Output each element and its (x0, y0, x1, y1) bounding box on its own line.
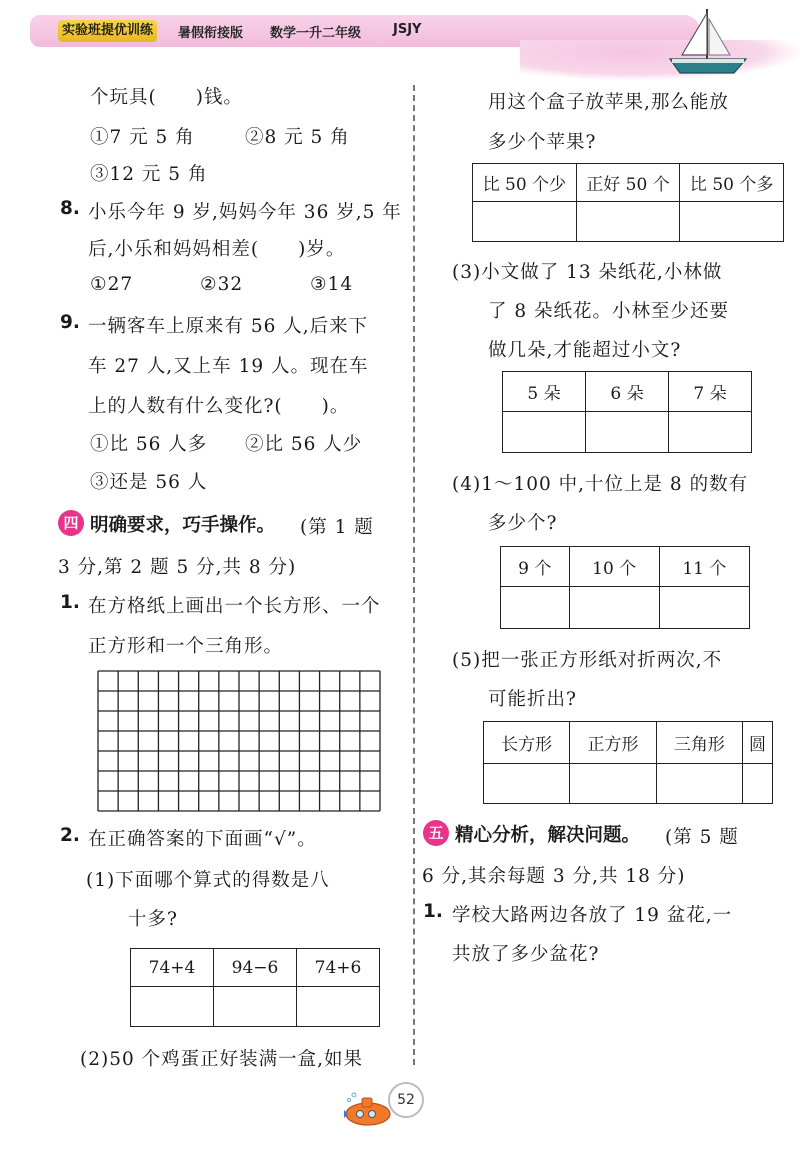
part2-option: 正好 50 个 (576, 164, 680, 202)
part1-answer-table (130, 948, 380, 1027)
part4-answer-cell[interactable] (569, 587, 659, 629)
section-5-badge: 五 (423, 820, 449, 846)
part2-answer-cell[interactable] (576, 202, 680, 242)
part3-option: 6 朵 (586, 372, 669, 412)
page-header (0, 0, 800, 75)
q7-option-3[interactable]: ③12 元 5 角 (90, 164, 208, 185)
part3-answer-table (502, 371, 752, 453)
part5-line-2: 可能折出? (488, 689, 577, 710)
part2-answer-cell[interactable] (473, 202, 577, 242)
subject-label: 数学一升二年级 (270, 26, 362, 41)
part5-option: 三角形 (656, 722, 742, 764)
part5-answer-table (483, 721, 773, 804)
part3-line-1: (3)小文做了 13 朵纸花,小林做 (452, 262, 723, 283)
q9-option-1[interactable]: ①比 56 人多 (90, 434, 208, 455)
q8-option-1[interactable]: ①27 (90, 274, 134, 295)
section-4-note-2: 3 分,第 2 题 5 分,共 8 分) (58, 557, 297, 578)
part2-option: 比 50 个少 (473, 164, 577, 202)
drawing-grid[interactable] (97, 670, 381, 812)
part5-option: 正方形 (570, 722, 656, 764)
s5q1-line-2: 共放了多少盆花? (452, 944, 600, 965)
part4-line-2: 多少个? (488, 513, 558, 534)
q8-number: 8. (60, 198, 80, 219)
part3-option: 7 朵 (669, 372, 752, 412)
part4-option: 11 个 (659, 547, 749, 587)
part4-answer-table (500, 546, 750, 629)
edition-code: JSJY (393, 22, 422, 37)
part3-line-3: 做几朵,才能超过小文? (488, 340, 682, 361)
section-5-note-1: (第 5 题 (665, 827, 739, 848)
column-divider (413, 85, 415, 1065)
edition-label: 暑假衔接版 (178, 26, 244, 41)
part2-answer-table (472, 163, 784, 242)
section-5-title: 精心分析，解决问题。 (455, 825, 641, 846)
part3-answer-cell[interactable] (669, 412, 752, 453)
q9-line-1: 一辆客车上原来有 56 人,后来下 (88, 316, 369, 337)
part4-line-1: (4)1～100 中,十位上是 8 的数有 (452, 474, 749, 495)
part5-answer-cell[interactable] (570, 764, 656, 804)
q9-line-2: 车 27 人,又上车 19 人。现在车 (88, 356, 369, 377)
s5q1-number: 1. (423, 901, 443, 922)
section-4-note-1: (第 1 题 (300, 517, 374, 538)
part1-option: 94−6 (214, 949, 297, 987)
part5-option: 长方形 (484, 722, 570, 764)
part3-line-2: 了 8 朵纸花。小林至少还要 (488, 301, 730, 322)
part5-option: 圆 (743, 722, 773, 764)
part1-option: 74+4 (131, 949, 214, 987)
q9-line-3: 上的人数有什么变化?( )。 (88, 396, 350, 417)
sailboat-icon (660, 5, 750, 77)
part4-option: 9 个 (501, 547, 570, 587)
part1-answer-cell[interactable] (297, 987, 380, 1027)
part3-answer-cell[interactable] (503, 412, 586, 453)
part4-answer-cell[interactable] (501, 587, 570, 629)
q8-option-3[interactable]: ③14 (310, 274, 354, 295)
q9-option-3[interactable]: ③还是 56 人 (90, 472, 208, 493)
q7-option-1[interactable]: ①7 元 5 角 (90, 127, 195, 148)
section-5-note-2: 6 分,其余每题 3 分,共 18 分) (422, 866, 686, 887)
q9-number: 9. (60, 312, 80, 333)
q8-option-2[interactable]: ②32 (200, 274, 244, 295)
section-4-badge: 四 (58, 510, 84, 536)
s5q1-line-1: 学校大路两边各放了 19 盆花,一 (452, 905, 733, 926)
part2-line-2: 多少个苹果? (488, 132, 597, 153)
part4-answer-cell[interactable] (659, 587, 749, 629)
q9-option-2[interactable]: ②比 56 人少 (245, 434, 363, 455)
part5-answer-cell[interactable] (656, 764, 742, 804)
part2-line-1: 用这个盒子放苹果,那么能放 (488, 92, 729, 113)
series-brand: 实验班提优训练 (58, 20, 157, 42)
part5-answer-cell[interactable] (743, 764, 773, 804)
q7-line: 个玩具( )钱。 (90, 87, 243, 108)
part4-option: 10 个 (569, 547, 659, 587)
part2-answer-cell[interactable] (680, 202, 784, 242)
part1-answer-cell[interactable] (131, 987, 214, 1027)
s4q2-line: 在正确答案的下面画“√”。 (88, 829, 317, 850)
q8-line-1: 小乐今年 9 岁,妈妈今年 36 岁,5 年 (88, 202, 402, 223)
s4q1-line-1: 在方格纸上画出一个长方形、一个 (88, 596, 381, 617)
part5-answer-cell[interactable] (484, 764, 570, 804)
q8-line-2: 后,小乐和妈妈相差( )岁。 (88, 239, 346, 260)
q7-option-2[interactable]: ②8 元 5 角 (245, 127, 350, 148)
part3-answer-cell[interactable] (586, 412, 669, 453)
page-number: 52 (388, 1082, 424, 1118)
s4q2-part2-line: (2)50 个鸡蛋正好装满一盒,如果 (80, 1049, 364, 1070)
s4q1-line-2: 正方形和一个三角形。 (88, 636, 284, 657)
part5-line-1: (5)把一张正方形纸对折两次,不 (452, 650, 723, 671)
part1-option: 74+6 (297, 949, 380, 987)
s4q2-part1-line-2: 十多? (128, 909, 178, 930)
s4q2-part1-line-1: (1)下面哪个算式的得数是八 (86, 870, 330, 891)
part3-option: 5 朵 (503, 372, 586, 412)
part2-option: 比 50 个多 (680, 164, 784, 202)
part1-answer-cell[interactable] (214, 987, 297, 1027)
s4q1-number: 1. (60, 592, 80, 613)
s4q2-number: 2. (60, 825, 80, 846)
section-4-title: 明确要求，巧手操作。 (90, 515, 276, 536)
